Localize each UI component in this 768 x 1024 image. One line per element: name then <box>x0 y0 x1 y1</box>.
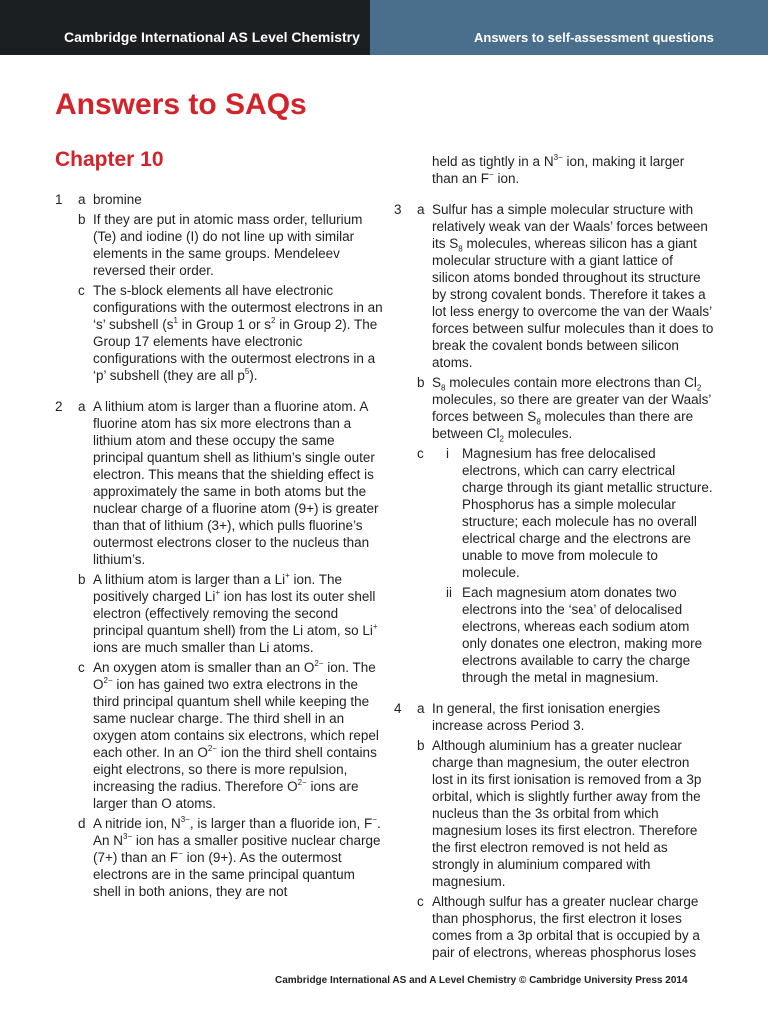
part-label: a <box>417 701 425 716</box>
part-label: a <box>417 202 425 217</box>
question-number: 1 <box>55 192 63 207</box>
answer-3c-i <box>432 445 714 581</box>
answer-3c-ii <box>432 584 714 686</box>
section-title: Answers to self-assessment questions <box>370 0 768 55</box>
answer-text: Although aluminium has a greater nuclear charge than magnesium, the outer electron lost in its first ionisation is removed from a 3p orbital, which is slightly further away from the nucleus than the 3s orbital from which magnesium loses its first electron. Therefore the first electron removed is not held as strongly in aluminium compared with magnesium. <box>432 738 702 889</box>
right-column <box>394 153 714 961</box>
part-label: b <box>417 738 425 753</box>
question-number: 2 <box>55 399 63 414</box>
answer-text: Magnesium has free delocalised electrons, which can carry electrical charge through its giant metallic structure. Phosphorus has a simple molecular structure; each molecule has no overall electrical charge and the electrons are unable to move from molecule to molecule. <box>462 446 713 580</box>
answer-1b <box>55 211 385 279</box>
footer-copyright: Cambridge International AS and A Level Chemistry © Cambridge University Press 2014 <box>275 975 688 986</box>
answer-2a <box>55 398 385 568</box>
answer-4a <box>394 700 714 734</box>
question-number: 3 <box>394 202 402 217</box>
part-label: b <box>417 375 425 390</box>
answer-3c <box>394 445 714 686</box>
part-label: b <box>78 572 86 587</box>
answer-text: bromine <box>93 192 142 207</box>
answer-text: Sulfur has a simple molecular structure with relatively weak van der Waals’ forces between its $S_8$ molecules, whereas silicon has a giant molecular structure with a giant lattice of silicon atoms bonded throughout its structure by strong covalent bonds. Therefore it takes a lot less energy to overcome the van der Waals’ forces between sulfur molecules than it does to break the covalent bonds between silicon atoms. <box>432 202 714 370</box>
subpart-label: i <box>446 446 449 461</box>
book-title: Cambridge International AS Level Chemistry <box>0 0 370 55</box>
part-label: a <box>78 399 86 414</box>
subpart-label: ii <box>446 585 452 600</box>
answer-2c <box>55 659 385 812</box>
question-number: 4 <box>394 701 402 716</box>
answer-text: Although sulfur has a greater nuclear charge than phosphorus, the first electron it loses comes from a 3p orbital that is occupied by a pair of electrons, whereas phosphorus loses <box>432 894 700 960</box>
answer-text: In general, the first ionisation energies increase across Period 3. <box>432 701 661 733</box>
page-title: Answers to SAQs <box>55 88 307 121</box>
question-3 <box>394 201 714 686</box>
answer-4c <box>394 893 714 961</box>
answer-text: If they are put in atomic mass order, tellurium (Te) and iodine (I) do not line up with similar elements in the same groups. Mendeleev reversed their order. <box>93 212 363 278</box>
answer-3b <box>394 374 714 442</box>
answer-2d-continued <box>394 153 714 187</box>
answer-text: held as tightly in a $N^{3-}$ ion, making it larger than an F− ion. <box>432 152 685 186</box>
answer-1a <box>55 191 385 208</box>
chapter-heading: Chapter 10 <box>55 148 164 171</box>
answer-2b <box>55 571 385 656</box>
part-label: c <box>78 660 85 675</box>
answer-text: The s-block elements all have electronic configurations with the outermost electrons in an ‘s’ subshell ($s^1$ in Group 1 or $s^2$ in Group 2). The Group 17 elements have electronic configurations with the outermost electrons in a ‘p’ subshell (they are all $p^5$). <box>93 283 383 383</box>
part-label: c <box>78 283 85 298</box>
answer-text: A lithium atom is larger than a fluorine atom. A fluorine atom has six more electrons than a lithium atom and these occupy the same principal quantum shell as lithium’s single outer electron. This means that the shielding effect is approximately the same in both atoms but the nuclear charge of a fluorine atom (9+) is greater than that of lithium (3+), which pulls fluorine’s outermost electrons closer to the nucleus than lithium’s. <box>93 399 379 567</box>
answer-3a <box>394 201 714 371</box>
answer-1c <box>55 282 385 384</box>
answer-text: A lithium atom is larger than a Li+ ion. The positively charged Li+ ion has lost its outer shell electron (effectively removing the second principal quantum shell) from the Li atom, so Li+ ions are much smaller than Li atoms. <box>93 570 378 655</box>
question-1 <box>55 191 385 384</box>
left-column <box>55 191 385 900</box>
page-header <box>0 0 768 55</box>
answer-text: Each magnesium atom donates two electrons into the ‘sea’ of delocalised electrons, whereas each sodium atom only donates one electron, making more electrons available to carry the charge through the metal in magnesium. <box>462 585 703 685</box>
part-label: d <box>78 816 86 831</box>
part-label: c <box>417 894 424 909</box>
answer-4b <box>394 737 714 890</box>
answer-text: $S_8$ molecules contain more electrons than $Cl_2$ molecules, so there are greater van der Waals’ forces between $S_8$ molecules than there are between $Cl_2$ molecules. <box>432 375 711 444</box>
answer-2d <box>55 815 385 900</box>
part-label: b <box>78 212 86 227</box>
answer-text: A nitride ion, $N^{3-}$, is larger than a fluoride ion, F−. An $N^{3-}$ ion has a smaller positive nuclear charge (7+) than an F− ion (9+). As the outermost electrons are in the same principal quantum shell in both anions, they are not <box>93 814 381 899</box>
answer-text: An oxygen atom is smaller than an $O^{2-}$ ion. The $O^{2-}$ ion has gained two extra electrons in the third principal quantum shell while keeping the same nuclear charge. The third shell in an oxygen atom contains six electrons, which repel each other. In an $O^{2-}$ ion the third shell contains eight electrons, so there is more repulsion, increasing the radius. Therefore $O^{2-}$ ions are larger than O atoms. <box>93 658 379 811</box>
question-4 <box>394 700 714 961</box>
question-2 <box>55 398 385 900</box>
part-label: a <box>78 192 86 207</box>
part-label: c <box>417 446 424 461</box>
